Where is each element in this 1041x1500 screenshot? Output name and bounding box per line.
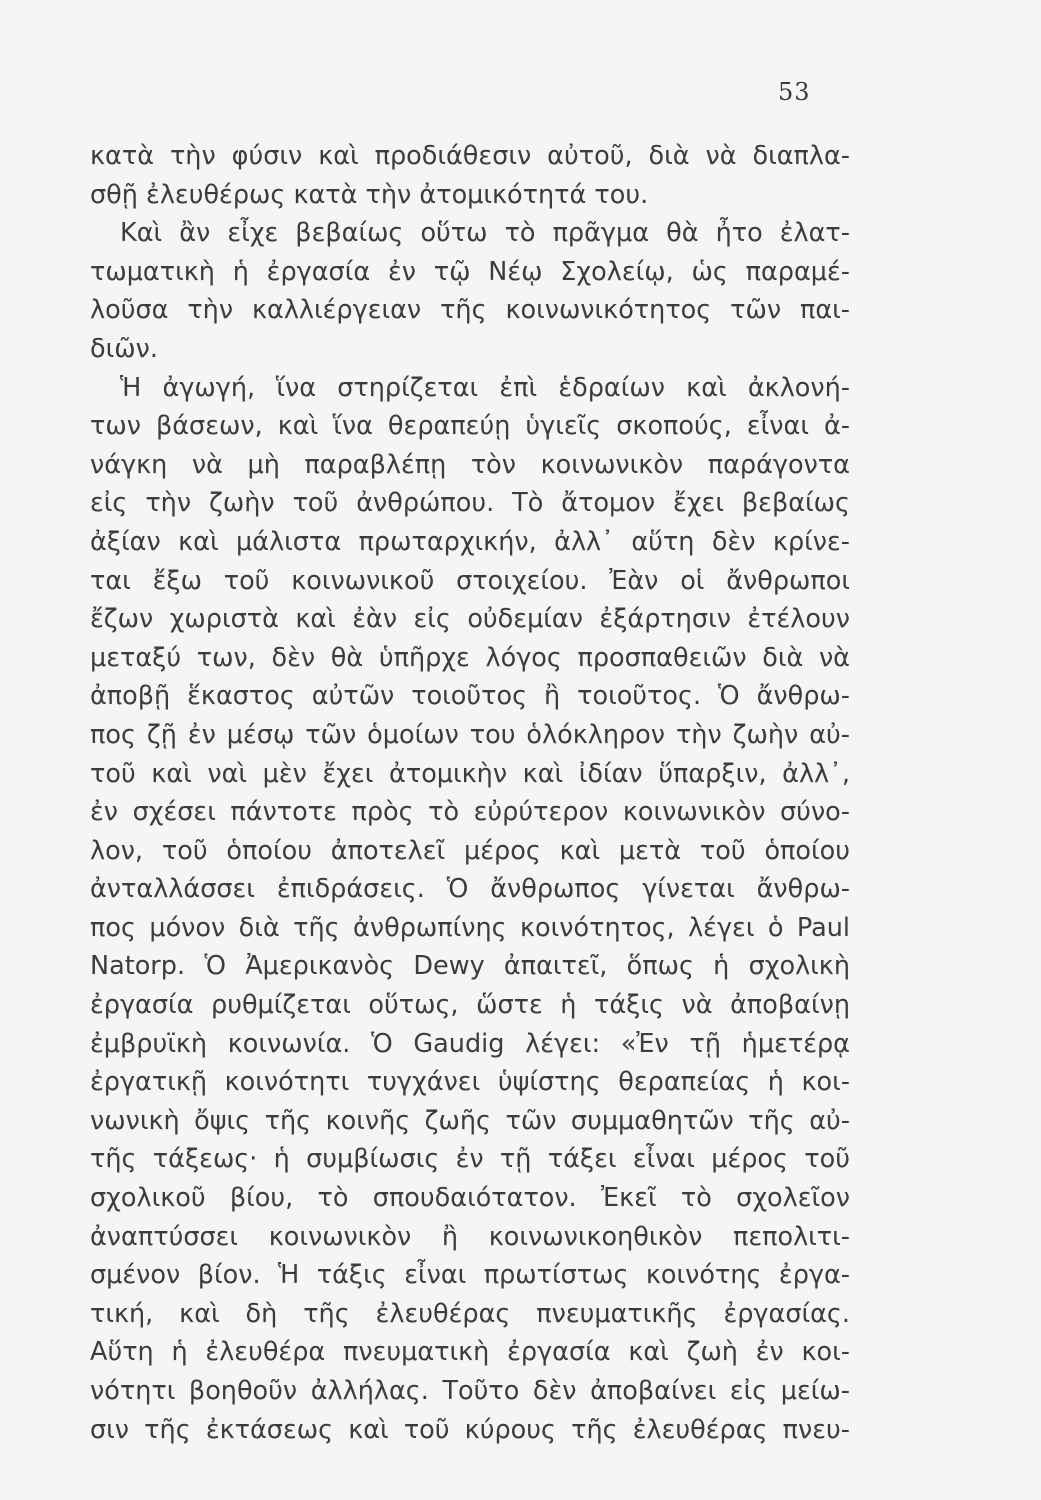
text-line: εἰς τὴν ζωὴν τοῦ ἀνθρώπου. Τὸ ἄτομον ἔχει βεβαίως (90, 488, 850, 519)
text-line: ἐν σχέσει πάντοτε πρὸς τὸ εὐρύτερον κοινωνικὸν σύνο- (90, 797, 850, 828)
text-line: νάγκη νὰ μὴ παραβλέπῃ τὸν κοινωνικὸν παράγοντα (90, 449, 850, 480)
text-line: ἀποβῇ ἕκαστος αὐτῶν τοιοῦτος ἢ τοιοῦτος. Ὁ ἄνθρω- (90, 681, 850, 712)
text-line: νωνικὴ ὄψις τῆς κοινῆς ζωῆς τῶν συμμαθητῶν τῆς αὐ- (90, 1105, 850, 1136)
text-line: λοῦσα τὴν καλλιέργειαν τῆς κοινωνικότητος τῶν παι- (90, 295, 850, 326)
text-line: Αὕτη ἡ ἐλευθέρα πνευματικὴ ἐργασία καὶ ζωὴ ἐν κοι- (90, 1337, 850, 1368)
text-line: πος ζῇ ἐν μέσῳ τῶν ὁμοίων του ὁλόκληρον τὴν ζωὴν αὐ- (90, 719, 850, 750)
body-text (90, 137, 850, 1449)
text-line: σχολικοῦ βίου, τὸ σπουδαιότατον. Ἐκεῖ τὸ σχολεῖον (90, 1183, 850, 1214)
text-line: πος μόνον διὰ τῆς ἀνθρωπίνης κοινότητος, λέγει ὁ Paul (90, 912, 850, 943)
text-line: Καὶ ἂν εἶχε βεβαίως οὕτω τὸ πρᾶγμα θὰ ἦτο ἐλατ- (120, 218, 850, 249)
text-line: μεταξύ των, δὲν θὰ ὑπῆρχε λόγος προσπαθειῶν διὰ νὰ (90, 642, 850, 673)
text-line: ἐμβρυϊκὴ κοινωνία. Ὁ Gaudig λέγει: «Ἐν τῇ ἡμετέρᾳ (90, 1028, 850, 1059)
text-line: Ἡ ἀγωγή, ἵνα στηρίζεται ἐπὶ ἑδραίων καὶ ἀκλονή- (120, 372, 850, 403)
text-line: διῶν. (90, 333, 158, 364)
text-line: τοῦ καὶ ναὶ μὲν ἔχει ἀτομικὴν καὶ ἰδίαν ὕπαρξιν, ἀλλ᾽, (90, 758, 850, 789)
text-line: σμένον βίον. Ἡ τάξις εἶναι πρωτίστως κοινότης ἐργα- (90, 1260, 850, 1291)
text-line: σιν τῆς ἐκτάσεως καὶ τοῦ κύρους τῆς ἐλευθέρας πνευ- (90, 1414, 850, 1445)
text-line: ἀξίαν καὶ μάλιστα πρωταρχικήν, ἀλλ᾽ αὕτη δὲν κρίνε- (90, 526, 850, 557)
text-line: ἐργατικῇ κοινότητι τυγχάνει ὑψίστης θεραπείας ἡ κοι- (90, 1067, 850, 1098)
text-line: ἐργασία ρυθμίζεται οὕτως, ὥστε ἡ τάξις νὰ ἀποβαίνῃ (90, 990, 850, 1021)
text-line: κατὰ τὴν φύσιν καὶ προδιάθεσιν αὐτοῦ, διὰ νὰ διαπλα- (90, 141, 850, 171)
text-line: νότητι βοηθοῦν ἀλλήλας. Τοῦτο δὲν ἀποβαίνει εἰς μείω- (90, 1376, 850, 1406)
text-line: ἔζων χωριστὰ καὶ ἐὰν εἰς οὐδεμίαν ἐξάρτησιν ἐτέλουν (90, 604, 850, 635)
text-line: τική, καὶ δὴ τῆς ἐλευθέρας πνευματικῆς ἐργασίας. (90, 1298, 850, 1329)
text-line: Natorp. Ὁ Ἀμερικανὸς Dewy ἀπαιτεῖ, ὅπως ἡ σχολικὴ (90, 951, 850, 982)
text-line: των βάσεων, καὶ ἵνα θεραπεύῃ ὑγιεῖς σκοπούς, εἶναι ἀ- (90, 411, 850, 442)
text-line: τῆς τάξεως· ἡ συμβίωσις ἐν τῇ τάξει εἶναι μέρος τοῦ (90, 1144, 850, 1175)
text-line: ἀναπτύσσει κοινωνικὸν ἢ κοινωνικοηθικὸν πεπολιτι- (90, 1221, 850, 1252)
text-line: τωματικὴ ἡ ἐργασία ἐν τῷ Νέῳ Σχολείῳ, ὡς παραμέ- (90, 256, 850, 287)
page-number: 53 (778, 78, 811, 106)
text-line: ται ἔξω τοῦ κοινωνικοῦ στοιχείου. Ἐὰν οἱ ἄνθρωποι (90, 565, 850, 596)
text-line: λον, τοῦ ὁποίου ἀποτελεῖ μέρος καὶ μετὰ τοῦ ὁποίου (90, 835, 850, 866)
text-line: σθῇ ἐλευθέρως κατὰ τὴν ἀτομικότητά του. (90, 179, 649, 210)
text-line: ἀνταλλάσσει ἐπιδράσεις. Ὁ ἄνθρωπος γίνεται ἄνθρω- (90, 874, 850, 905)
